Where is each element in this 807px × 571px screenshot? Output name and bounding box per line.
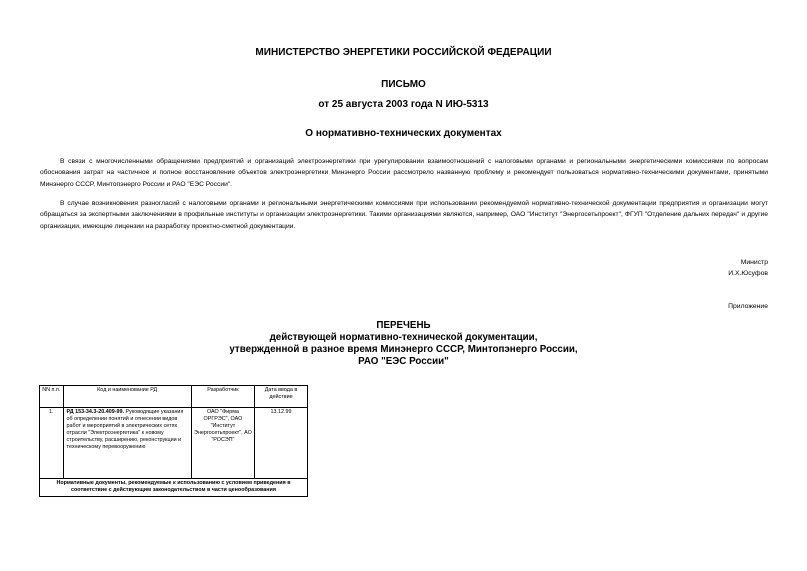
table-section-row xyxy=(40,479,308,497)
body-paragraph-1: В связи с многочисленными обращениями предприятий и организаций электроэнергетики при урегулировании взаимоотношений с налоговыми органами и региональными энергетическими комиссиями по вопросам обоснования затрат на частичное и полное восстановление объектов электроэнергетики Минэнерго России рассмотрело названную проблему и рекомендует пользоваться нормативно-техническими документами, принятыми Минэнерго СССР, Минтопэнерго России и РАО "ЕЭС России". xyxy=(40,158,768,188)
documents-table xyxy=(39,385,308,497)
list-title-line-1: ПЕРЕЧЕНЬ xyxy=(376,320,431,331)
table-header-row xyxy=(40,386,308,408)
row-doc-name: Руководящие указания об определении понятий и отнесении видов работ и мероприятий в электрических сетях отрасли "Электроэнергетика" к новому строительству, расширению, реконструкции и техническому перевооружению xyxy=(66,409,184,450)
row-num: 1. xyxy=(40,408,64,479)
row-doc xyxy=(63,408,191,479)
ministry-heading: МИНИСТЕРСТВО ЭНЕРГЕТИКИ РОССИЙСКОЙ ФЕДЕРАЦИИ xyxy=(255,47,552,58)
header-date: Дата ввода в действие xyxy=(255,386,308,408)
list-title-line-3: утвержденной в разное время Минэнерго СССР, Минтопэнерго России, xyxy=(229,344,578,355)
table-row xyxy=(40,408,308,479)
signatory-name: И.Х.Юсуфов xyxy=(728,270,768,277)
list-title xyxy=(0,320,807,368)
list-title-line-2: действующей нормативно-технической документации, xyxy=(269,332,538,343)
signatory-title: Министр xyxy=(740,259,768,266)
body-paragraph-2: В случае возникновения разногласий с налоговыми органами и региональными энергетическими комиссиями при использовании рекомендуемой нормативно-технической документации предприятия и организации могут обращаться за экспертными заключениями в профильные институты и организации электроэнергетики. Такими организациями являются, например, ОАО "Институт "Энергосетьпроект", ФГУП "Отделение дальних передач" и другие организации, имеющие лицензии на разработку проектно-сметной документации. xyxy=(40,200,768,230)
document-date-number: от 25 августа 2003 года N ИЮ-5313 xyxy=(318,99,489,110)
list-title-line-4: РАО "ЕЭС России" xyxy=(358,356,449,367)
row-doc-code: РД 153-34.3-20.409-99. xyxy=(66,409,124,415)
header-developer: Разработчик xyxy=(191,386,254,408)
header-num: NN п.п. xyxy=(40,386,64,408)
appendix-label: Приложение xyxy=(728,303,768,310)
row-date: 13.12.99 xyxy=(255,408,308,479)
section-note: Нормативные документы, рекомендуемые к использованию с условием приведения в соответствие с действующим законодательством в части ценообразования xyxy=(40,479,308,497)
document-type: ПИСЬМО xyxy=(381,79,426,90)
document-subject: О нормативно-технических документах xyxy=(305,128,502,139)
header-doc: Код и наименование РД xyxy=(63,386,191,408)
row-developer: ОАО "Фирма ОРГРЭС", ОАО "Институт Энергосетьпроект", АО "РОСЭП" xyxy=(191,408,254,479)
